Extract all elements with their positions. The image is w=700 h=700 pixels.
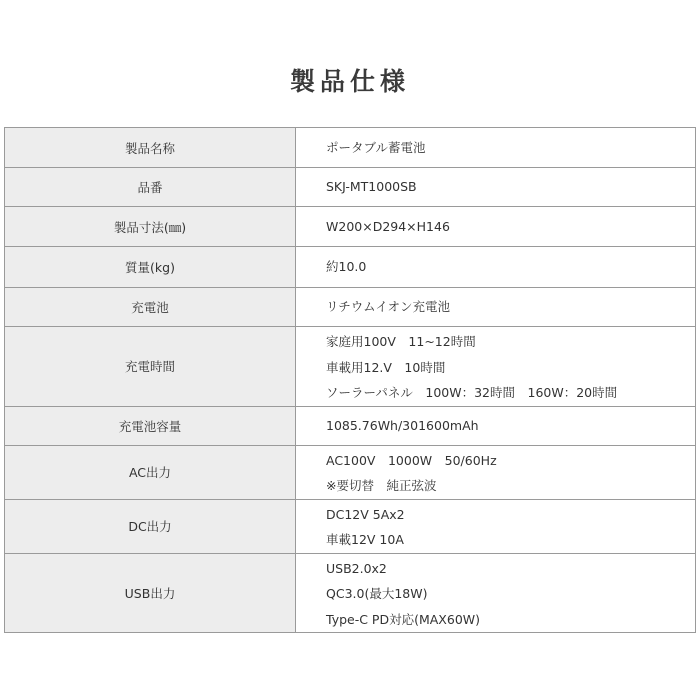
spec-row bbox=[5, 247, 696, 288]
spec-value-line: 約10.0 bbox=[326, 259, 367, 274]
spec-value bbox=[296, 327, 696, 407]
spec-value bbox=[296, 168, 696, 207]
spec-label: 充電池 bbox=[5, 288, 296, 327]
page-title: 製品仕様 bbox=[289, 67, 410, 96]
spec-row bbox=[5, 499, 696, 553]
spec-value-line: ソーラーパネル 100W：32時間 160W：20時間 bbox=[326, 385, 618, 400]
spec-value bbox=[296, 406, 696, 445]
spec-value-line: 車載用12.V 10時間 bbox=[326, 359, 446, 375]
spec-label: 品番 bbox=[5, 168, 296, 207]
spec-value-line: ※要切替 純正弦波 bbox=[326, 478, 437, 493]
spec-row bbox=[5, 288, 696, 327]
spec-value bbox=[296, 553, 696, 633]
spec-value bbox=[296, 207, 696, 247]
spec-value-line: 車載12V 10A bbox=[326, 532, 404, 547]
spec-label: 質量(kg) bbox=[5, 247, 296, 288]
spec-value-line: DC12V 5Ax2 bbox=[326, 506, 405, 522]
spec-row bbox=[5, 406, 696, 445]
spec-value-line: QC3.0(最大18W) bbox=[326, 586, 428, 601]
spec-value-line: 1085.76Wh/301600mAh bbox=[326, 417, 479, 433]
spec-value bbox=[296, 499, 696, 553]
spec-label: 充電池容量 bbox=[5, 406, 296, 445]
spec-value bbox=[296, 445, 696, 499]
spec-row bbox=[5, 207, 696, 247]
spec-label: AC出力 bbox=[5, 445, 296, 499]
spec-label: DC出力 bbox=[5, 499, 296, 553]
spec-row bbox=[5, 553, 696, 633]
spec-table bbox=[4, 127, 696, 633]
spec-value-line: ポータブル蓄電池 bbox=[326, 139, 426, 155]
spec-value bbox=[296, 128, 696, 168]
spec-label: USB出力 bbox=[5, 553, 296, 633]
spec-row bbox=[5, 327, 696, 407]
spec-value-line: W200×D294×H146 bbox=[326, 218, 450, 234]
spec-value bbox=[296, 247, 696, 288]
spec-label: 製品寸法(㎜) bbox=[5, 207, 296, 247]
spec-label: 充電時間 bbox=[5, 327, 296, 407]
spec-value-line: SKJ-MT1000SB bbox=[326, 179, 417, 194]
spec-value bbox=[296, 288, 696, 327]
spec-value-line: USB2.0x2 bbox=[326, 560, 387, 576]
spec-value-line: 家庭用100V 11~12時間 bbox=[326, 334, 476, 349]
spec-value-line: AC100V 1000W 50/60Hz bbox=[326, 452, 497, 468]
spec-row bbox=[5, 128, 696, 168]
spec-row bbox=[5, 168, 696, 207]
spec-label: 製品名称 bbox=[5, 128, 296, 168]
spec-value-line: リチウムイオン充電池 bbox=[326, 299, 451, 314]
spec-value-line: Type-C PD対応(MAX60W) bbox=[326, 611, 481, 627]
spec-row bbox=[5, 445, 696, 499]
